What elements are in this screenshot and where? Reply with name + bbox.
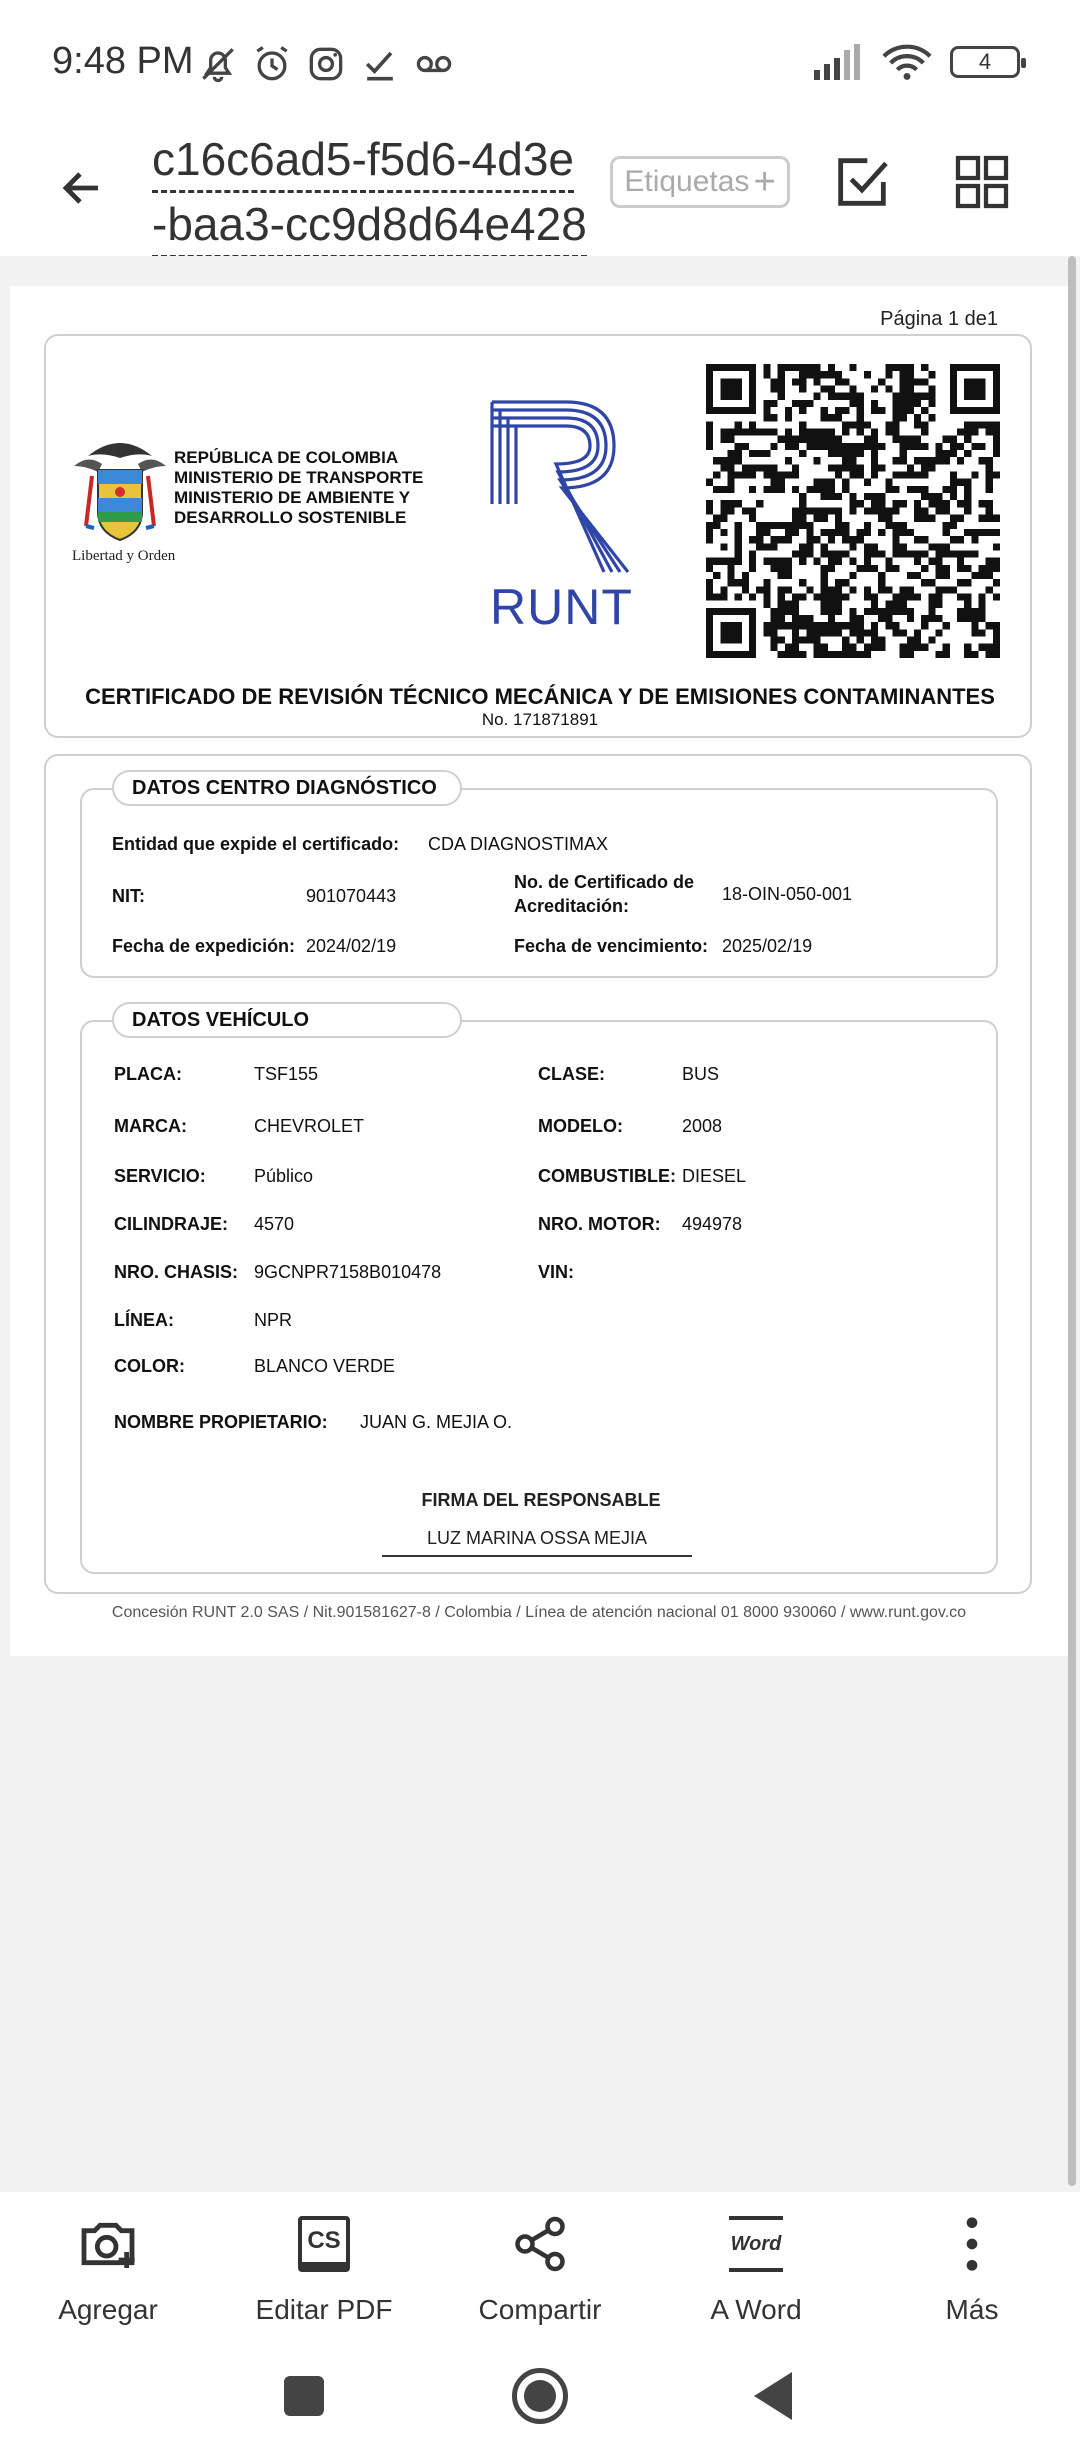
color-value: BLANCO VERDE [254,1356,396,1376]
certificate-title: CERTIFICADO DE REVISIÓN TÉCNICO MECÁNICA Y DE EMISIONES CONTAMINANTES [85,684,995,709]
to-word-button[interactable] [648,2192,864,2332]
more-button[interactable] [864,2192,1080,2332]
class-label: CLASE: [538,1064,605,1084]
coat-motto: Libertad y Orden [72,548,176,564]
recent-apps-button[interactable] [284,2376,324,2416]
system-back-button[interactable] [754,2372,792,2420]
system-navigation-bar [0,2332,1080,2460]
accreditation-value: 18-OIN-050-001 [722,884,853,904]
engine-label: NRO. MOTOR: [538,1214,661,1234]
status-time: 9:48 PM [52,40,194,82]
accreditation-label [514,870,694,918]
runt-wordmark: RUNT [490,579,633,635]
grid-view-button[interactable] [950,150,1014,214]
class-value: BUS [682,1064,720,1084]
edit-pdf-icon: CS [292,2212,356,2276]
fuel-label: COMBUSTIBLE: [538,1166,676,1186]
word-icon: Word [724,2212,788,2276]
vehicle-section [80,1008,998,1574]
document-page [10,286,1068,1656]
more-label: Más [945,2294,999,2325]
certificate-number: No. 171871891 [481,710,599,729]
system-status-icons [812,42,1020,82]
page-indicator: Página 1 de1 [880,308,998,330]
ministry-line: MINISTERIO DE TRANSPORTE [174,468,424,487]
camera-add-icon [76,2212,140,2276]
plate-value: TSF155 [254,1064,319,1084]
expiry-date-label: Fecha de vencimiento: [514,936,709,956]
plate-label: PLACA: [114,1064,182,1084]
section-title: DATOS CENTRO DIAGNÓSTICO [112,770,462,806]
accreditation-label-line: No. de Certificado de [514,872,695,892]
muted-bell-icon [196,42,240,86]
grid-icon [950,150,1014,214]
certificate-header [44,334,1032,738]
service-value: Público [254,1166,314,1186]
expiry-date-value: 2025/02/19 [722,936,813,956]
issue-date-value: 2024/02/19 [306,936,397,956]
vin-label: VIN: [538,1262,574,1282]
issuer-label: Entidad que expide el certificado: [112,834,400,854]
app-bar [0,120,1080,256]
ministry-block [174,448,423,528]
issue-date-label: Fecha de expedición: [112,936,296,956]
document-title[interactable] [152,128,602,258]
edit-pdf-label: Editar PDF [255,2294,393,2325]
share-button[interactable] [432,2192,648,2332]
document-viewer[interactable] [0,256,1080,2192]
wifi-icon [882,42,932,82]
chassis-value: 9GCNPR7158B010478 [254,1262,442,1282]
tags-button[interactable] [610,156,790,208]
voicemail-icon [412,42,456,86]
signature-name: LUZ MARINA OSSA MEJIA [382,1528,692,1557]
fuel-value: DIESEL [682,1166,747,1186]
arrow-left-icon [58,164,106,212]
task-check-icon [358,42,402,86]
add-button[interactable] [0,2192,216,2332]
displacement-label: CILINDRAJE: [114,1214,229,1234]
document-title-line-1: c16c6ad5-f5d6-4d3e [152,128,574,193]
status-bar [0,0,1080,120]
bottom-toolbar [0,2192,1080,2332]
battery-icon: 4 [950,46,1020,78]
scrollbar[interactable] [1068,256,1076,2186]
chassis-label: NRO. CHASIS: [114,1262,239,1282]
nit-label: NIT: [112,886,145,906]
home-button[interactable] [512,2368,568,2424]
share-label: Compartir [478,2294,602,2325]
add-label: Agregar [58,2294,158,2325]
owner-value: JUAN G. MEJIA O. [360,1412,513,1432]
section-title: DATOS VEHÍCULO [112,1002,462,1038]
plus-icon: + [753,161,776,203]
ministry-line: DESARROLLO SOSTENIBLE [174,508,407,527]
model-label: MODELO: [538,1116,623,1136]
more-vertical-icon [940,2212,1004,2276]
model-value: 2008 [682,1116,723,1136]
engine-value: 494978 [682,1214,743,1234]
colombia-coat-of-arms-icon [68,436,172,556]
runt-logo-icon [486,396,636,576]
service-label: SERVICIO: [114,1166,206,1186]
accreditation-label-line: Acreditación: [514,896,630,916]
ministry-line: REPÚBLICA DE COLOMBIA [174,448,399,467]
alarm-icon [250,42,294,86]
notification-icons [196,40,456,88]
document-title-line-2: -baa3-cc9d8d64e428 [152,193,587,258]
ministry-line: MINISTERIO DE AMBIENTE Y [174,488,411,507]
owner-label: NOMBRE PROPIETARIO: [114,1412,328,1432]
signature-label: FIRMA DEL RESPONSABLE [421,1490,661,1510]
share-icon [508,2212,572,2276]
edit-pdf-button[interactable] [216,2192,432,2332]
tags-label: Etiquetas [624,165,750,198]
brand-value: CHEVROLET [254,1116,365,1136]
back-button[interactable] [50,156,114,220]
signal-icon [812,42,864,82]
line-label: LÍNEA: [114,1310,174,1330]
displacement-value: 4570 [254,1214,295,1234]
diagnostic-center-section [80,776,998,978]
qr-code-icon [706,364,1000,658]
instagram-icon [304,42,348,86]
issuer-value: CDA DIAGNOSTIMAX [428,834,609,854]
color-label: COLOR: [114,1356,185,1376]
certificate-body [44,754,1032,1594]
nit-value: 901070443 [306,886,397,906]
checkbox-check-icon [830,150,894,214]
line-value: NPR [254,1310,293,1330]
select-check-button[interactable] [830,150,894,214]
brand-label: MARCA: [114,1116,187,1136]
certificate-footer: Concesión RUNT 2.0 SAS / Nit.901581627-8 / Colombia / Línea de atención nacional 01 8000 930060 / www.runt.gov.co [111,1604,967,1621]
to-word-label: A Word [710,2294,802,2325]
